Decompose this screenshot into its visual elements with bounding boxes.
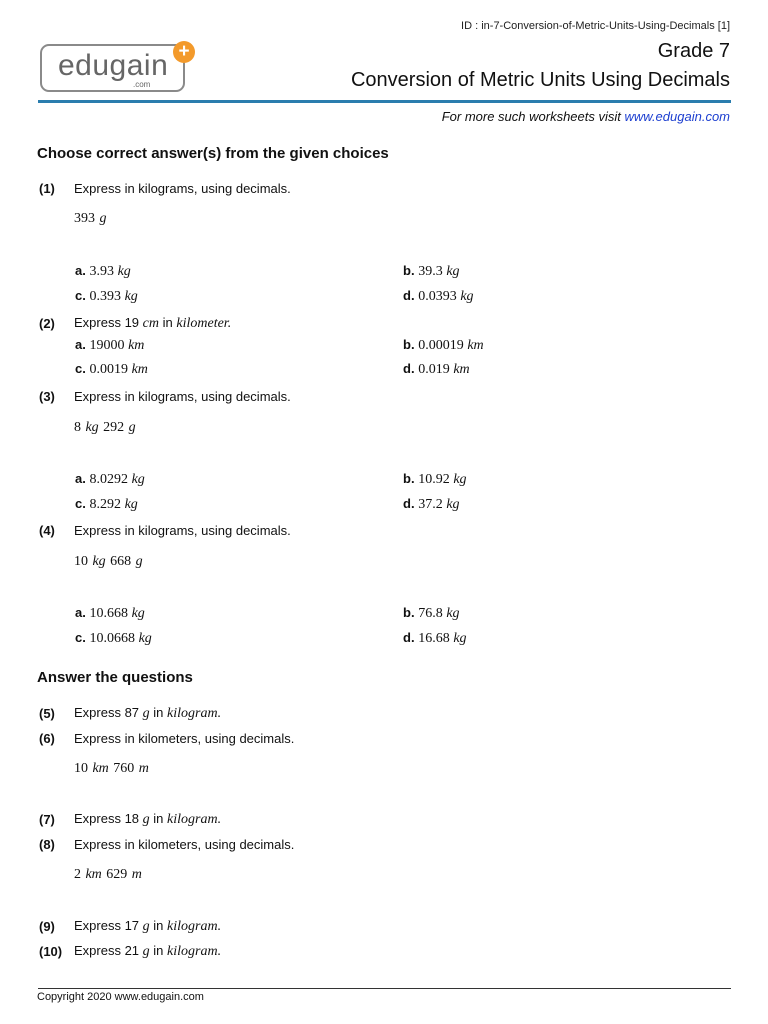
question-text: Express in kilograms, using decimals.: [74, 181, 291, 196]
copyright-text: Copyright 2020 www.edugain.com: [37, 991, 204, 1003]
visit-line: [442, 109, 730, 124]
question-expression: 2 km 629 m: [74, 867, 142, 882]
section-heading-choose: Choose correct answer(s) from the given choices: [37, 145, 389, 162]
edugain-link[interactable]: www.edugain.com: [624, 109, 730, 124]
option-c[interactable]: c. 8.292 kg: [75, 496, 138, 512]
question-text: Express in kilograms, using decimals.: [74, 389, 291, 404]
question-number: (7): [39, 812, 55, 827]
question-number: (4): [39, 523, 55, 538]
question-expression: 10 km 760 m: [74, 761, 149, 776]
option-b[interactable]: b. 39.3 kg: [403, 263, 460, 279]
option-a[interactable]: a. 8.0292 kg: [75, 471, 145, 487]
question-number: (10): [39, 944, 63, 959]
question-number: (9): [39, 919, 55, 934]
question-text: Express 87 g in kilogram.: [74, 705, 222, 721]
question-number: (5): [39, 706, 55, 721]
option-d[interactable]: d. 0.019 km: [403, 361, 470, 377]
option-c[interactable]: c. 0.393 kg: [75, 288, 138, 304]
section-heading-answer: Answer the questions: [37, 669, 193, 686]
question-text: Express in kilometers, using decimals.: [74, 837, 295, 852]
worksheet-title: Conversion of Metric Units Using Decimals: [350, 69, 730, 91]
grade-label: Grade 7: [657, 40, 730, 62]
document-id: ID : in-7-Conversion-of-Metric-Units-Using-Decimals [1]: [461, 20, 730, 32]
question-text: Express 18 g in kilogram.: [74, 811, 222, 827]
header-divider: [38, 100, 731, 103]
question-text: Express 17 g in kilogram.: [74, 918, 222, 934]
question-number: (1): [39, 181, 55, 196]
question-text: Express 21 g in kilogram.: [74, 943, 222, 959]
question-number: (6): [39, 731, 55, 746]
question-expression: 10 kg 668 g: [74, 554, 143, 569]
question-number: (2): [39, 316, 55, 331]
option-a[interactable]: a. 10.668 kg: [75, 605, 145, 621]
option-b[interactable]: b. 0.00019 km: [403, 337, 484, 353]
logo-subtext: .com: [133, 80, 151, 89]
question-number: (8): [39, 837, 55, 852]
option-b[interactable]: b. 10.92 kg: [403, 471, 467, 487]
question-expression: 393 g: [74, 211, 107, 226]
question-expression: 8 kg 292 g: [74, 420, 136, 435]
visit-prefix: For more such worksheets visit: [441, 109, 625, 124]
option-d[interactable]: d. 37.2 kg: [403, 496, 460, 512]
edugain-logo[interactable]: [40, 44, 185, 92]
logo-text: edugain: [58, 49, 169, 82]
footer-divider: [38, 988, 731, 989]
question-text: Express 19 cm in kilometer.: [74, 315, 232, 331]
option-d[interactable]: d. 0.0393 kg: [403, 288, 474, 304]
option-a[interactable]: a. 3.93 kg: [75, 263, 131, 279]
option-c[interactable]: c. 0.0019 km: [75, 361, 148, 377]
question-number: (3): [39, 389, 55, 404]
question-text: Express in kilograms, using decimals.: [74, 523, 291, 538]
question-text: Express in kilometers, using decimals.: [74, 731, 295, 746]
option-d[interactable]: d. 16.68 kg: [403, 630, 467, 646]
option-b[interactable]: b. 76.8 kg: [403, 605, 460, 621]
logo-plus-icon: +: [173, 41, 195, 63]
option-a[interactable]: a. 19000 km: [75, 337, 145, 353]
option-c[interactable]: c. 10.0668 kg: [75, 630, 152, 646]
